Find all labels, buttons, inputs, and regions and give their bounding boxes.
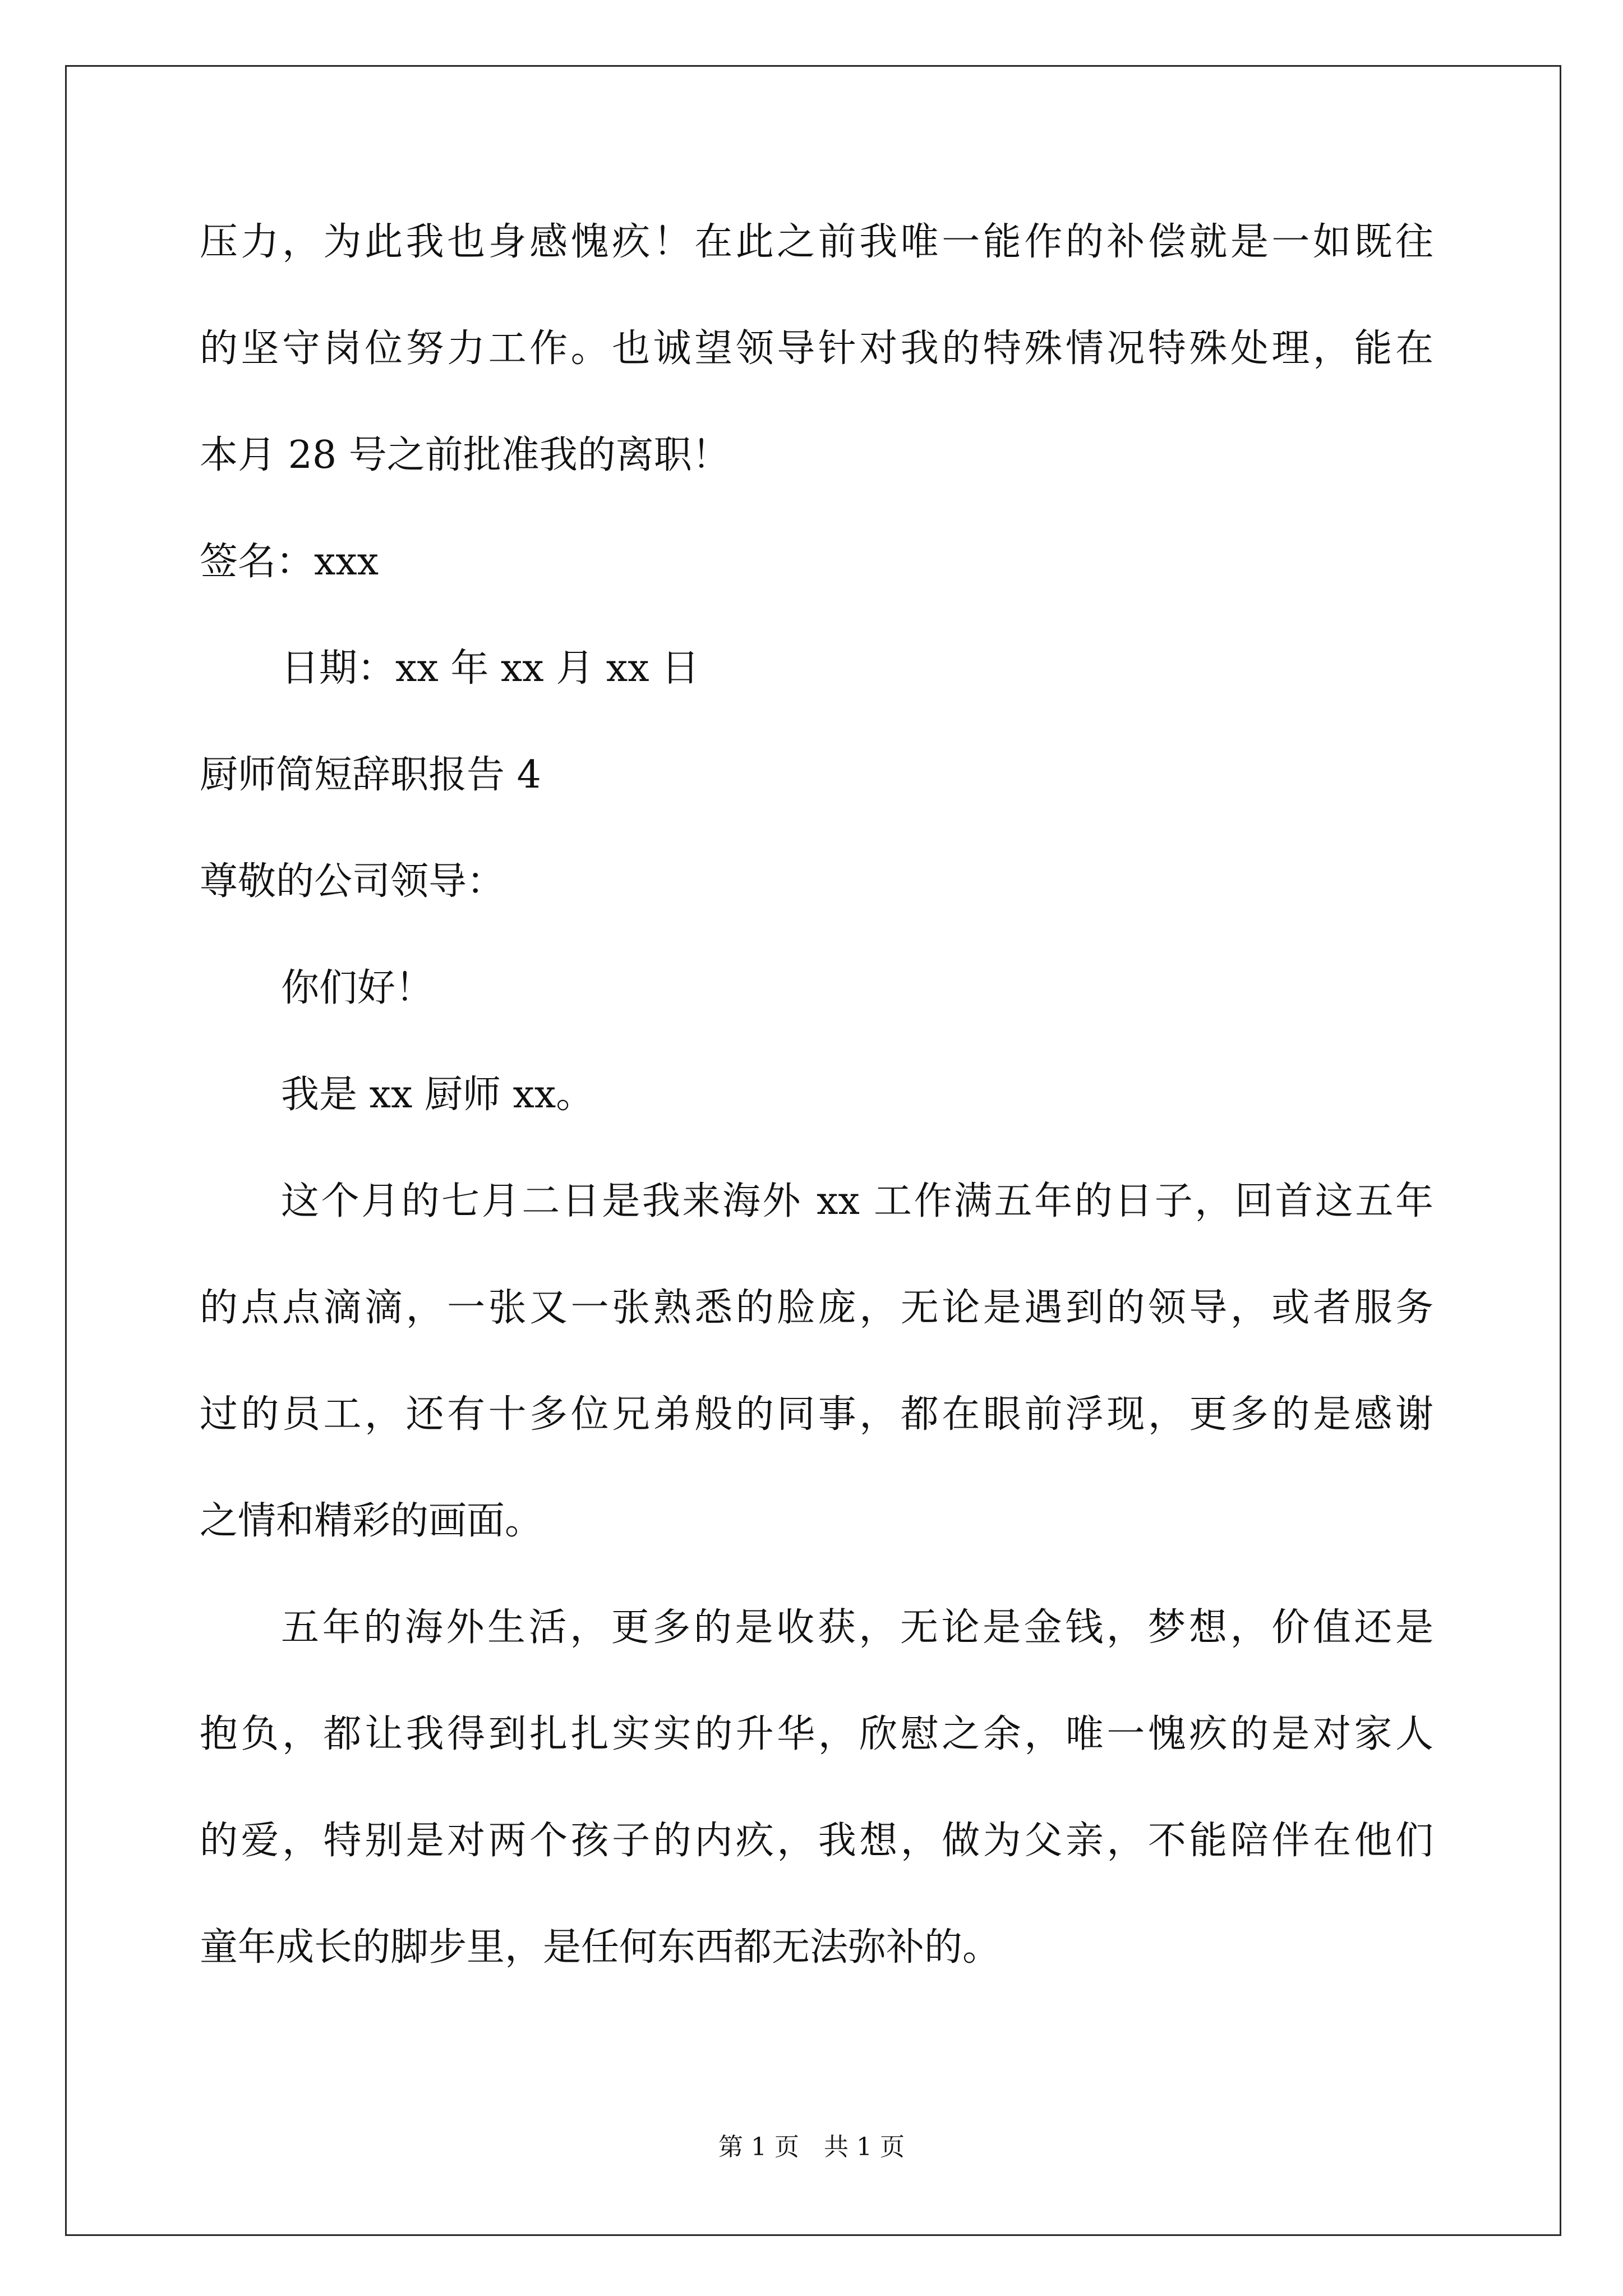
paragraph-line: 童年成长的脚步里，是任何东西都无法弥补的。 [200, 1925, 1001, 1970]
paragraph-line: 这个月的七月二日是我来海外 xx 工作满五年的日子，回首这五年 [281, 1179, 1433, 1223]
section-title: 厨师简短辞职报告 4 [200, 753, 541, 797]
paragraph-line: 的点点滴滴，一张又一张熟悉的脸庞，无论是遇到的领导，或者服务 [200, 1286, 1433, 1330]
paragraph-line: 抱负，都让我得到扎扎实实的升华，欣慰之余，唯一愧疚的是对家人 [200, 1712, 1433, 1756]
paragraph-line: 之情和精彩的画面。 [200, 1499, 543, 1543]
signature-line: 签名：xxx [200, 540, 379, 584]
page-border [65, 65, 1561, 2236]
paragraph-line: 本月 28 号之前批准我的离职！ [200, 433, 730, 477]
page-number-footer: 第 1 页 共 1 页 [718, 2133, 905, 2161]
paragraph-line: 过的员工，还有十多位兄弟般的同事，都在眼前浮现，更多的是感谢 [200, 1392, 1433, 1437]
self-introduction: 我是 xx 厨师 xx。 [281, 1073, 594, 1117]
paragraph-line: 的爱，特别是对两个孩子的内疚，我想，做为父亲，不能陪伴在他们 [200, 1819, 1433, 1863]
paragraph-line: 五年的海外生活，更多的是收获，无论是金钱，梦想，价值还是 [281, 1605, 1433, 1650]
greeting: 你们好！ [281, 966, 434, 1010]
paragraph-line: 压力，为此我也身感愧疚！在此之前我唯一能作的补偿就是一如既往 [200, 220, 1433, 264]
salutation: 尊敬的公司领导： [200, 859, 505, 904]
paragraph-line: 的坚守岗位努力工作。也诚望领导针对我的特殊情况特殊处理，能在 [200, 326, 1433, 371]
date-line: 日期：xx 年 xx 月 xx 日 [281, 646, 700, 691]
